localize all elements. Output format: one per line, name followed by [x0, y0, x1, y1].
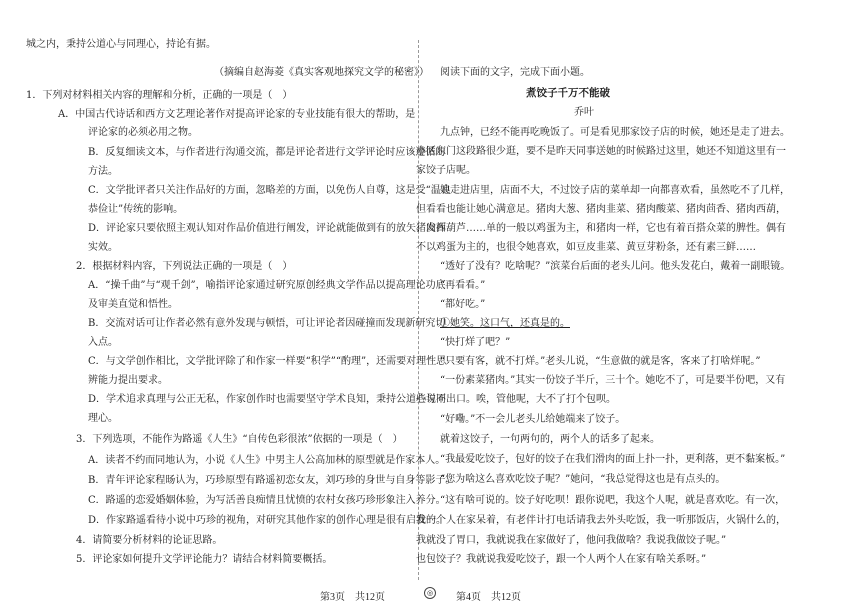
q2-option-c: C．与文学创作相比，文学批评除了和作家一样要“积学”“酌理”，还需要对理性思: [88, 356, 447, 367]
q3-option-c: C．路遥的恋爱婚姻体验，为写活善良痴情且忧愤的农村女孩巧珍形象注入养分。: [88, 495, 446, 506]
question-1: 1．下列对材料相关内容的理解和分析，正确的一项是（ ）: [26, 90, 293, 101]
q3-option-a: A．读者不约而同地认为，小说《人生》中男主人公高加林的原型就是作家本人。: [88, 455, 446, 466]
story-author: 乔叶: [574, 107, 594, 118]
paragraph-line: 家饺子店呢。: [416, 165, 476, 176]
question-4: 4．请简要分析材料的论证思路。: [76, 535, 223, 546]
question-5: 5．评论家如何提升文学评论能力？请结合材料简要概括。: [76, 554, 333, 565]
paragraph-line: 猪肉西葫芦……单的一般以鸡蛋为主，和猪肉一样，它也有着百搭众菜的脾性。偶有: [416, 223, 786, 234]
q1-option-b: B．反复细读文本，与作者进行沟通交流，都是评论者进行文学评论时应该遵循的: [88, 147, 446, 158]
binding-mark-icon: ◎: [424, 587, 436, 599]
question-2: 2．根据材料内容，下列说法正确的一项是（ ）: [76, 261, 293, 272]
dialogue-line: 也包饺子？我就说我爱吃饺子，跟一个人两个人在家有啥关系呀。”: [416, 554, 707, 565]
dialogue-line: 我一个人在家呆着，有老伴计打电话请我去外头吃饭，我一听那饭店，火锅什么的，: [416, 515, 786, 526]
paragraph-line: 她走进店里，店面不大，不过饺子店的菜单却一向都喜欢看，虽然吃不了几样，: [440, 185, 790, 196]
dialogue-line: 我就没了胃口，我就说我在家做好了，他问我做啥？我说我做饺子呢。”: [416, 535, 727, 546]
dialogue-line: “只要有客，就不打烊。”老头儿说，“生意做的就是客，客来了打啥烊呢。”: [440, 356, 761, 367]
q1-option-c: C．文学批评者只关注作品好的方面，忽略差的方面，以免伤人自尊，这是受“温良: [88, 185, 451, 196]
dialogue-line: “快打烊了吧？”: [440, 337, 511, 348]
page-number-left: 第3页 共12页: [320, 592, 385, 603]
q1-option-d-cont: 实效。: [88, 242, 118, 253]
reading-intro: 阅读下面的文字，完成下面小题。: [440, 67, 590, 78]
dialogue-line: “好嘞。”不一会儿老头儿给她端来了饺子。: [440, 414, 626, 425]
dialogue-line: “都好吃。”: [440, 299, 486, 310]
question-3: 3．下列选项，不能作为路遥《人生》“自传色彩很浓”依据的一项是（ ）: [76, 434, 403, 445]
text-line: 城之内，秉持公道心与同理心，持论有据。: [26, 39, 216, 50]
q1-option-c-cont: 恭俭让”传统的影响。: [88, 204, 184, 215]
paragraph-line: 不以鸡蛋为主的，也很令她喜欢，如豆皮韭菜、黄豆芽粉条，还有素三鲜……: [416, 242, 756, 253]
dialogue-line: “这有啥可说的。饺子好吃呗！跟你说吧，我这个人呢，就是喜欢吃。有一次，: [440, 495, 786, 506]
dialogue-line: “再看看。”: [440, 280, 486, 291]
dialogue-line: 就着这饺子，一句两句的，两个人的话多了起来。: [440, 434, 660, 445]
q2-option-d-cont: 理心。: [88, 413, 118, 424]
q2-option-b: B．交流对话可让作者必然有意外发现与顿悟，可让评论者因碰撞而发现新研究切: [88, 318, 446, 329]
right-page: [416, 0, 840, 607]
dialogue-line: 些说不出口。唉，管他呢，大不了打个包呗。: [416, 394, 616, 405]
paragraph-line: 九点钟，已经不能再吃晚饭了。可是看见那家饺子店的时候，她还是走了进去。: [440, 127, 790, 138]
q1-option-a: A．中国古代诗话和西方文艺理论著作对提高评论家的专业技能有很大的帮助，是: [58, 109, 416, 120]
dialogue-line: “透好了没有？吃啥呢？”滨菜台后面的老头儿问。他头发花白，戴着一副眼镜。: [440, 261, 791, 272]
q2-option-a: A．“操千曲”与“观千剑”，喻指评论家通过研究原创经典文学作品以提高理论功底: [88, 280, 446, 291]
q2-option-d: D．学术追求真理与公正无私，作家创作时也需要坚守学术良知，秉持公道心与同: [88, 394, 447, 405]
q3-option-d: D．作家路遥看待小说中巧珍的视角，对研究其他作家的创作心理是很有启发的。: [88, 515, 447, 526]
paragraph-line: 小区东门这段路很少逛，要不是昨天同事送她的时候路过这里，她还不知道这里有一: [416, 146, 786, 157]
dialogue-line: “您为啥这么喜欢吃饺子呢？”她问，“我总觉得这也是有点头的。: [440, 474, 726, 485]
source-citation: （摘编自赵海菱《真实客观地探究文学的秘密》）: [214, 67, 429, 78]
q1-option-b-cont: 方法。: [88, 166, 118, 177]
q3-option-b: B．青年评论家程旸认为，巧珍原型有路遥初恋女友，刘巧珍的身世与自身等影子。: [88, 475, 456, 486]
underlined-sentence: ①她笑。这口气，还真是的。: [440, 318, 570, 329]
dialogue-line: “我最爱吃饺子，包好的饺子在我们滑肉的面上扑一扑，更利落，更不黏案板。”: [440, 454, 786, 465]
paragraph-line: 但看看也能让她心满意足。猪肉大葱、猪肉韭菜、猪肉酸菜、猪肉茴香、猪肉西葫，: [416, 204, 786, 215]
q1-option-a-cont: 评论家的必须必用之物。: [88, 127, 198, 138]
q2-option-c-cont: 辨能力提出要求。: [88, 375, 168, 386]
q2-option-a-cont: 及审美直觉和悟性。: [88, 299, 178, 310]
q2-option-b-cont: 入点。: [88, 337, 118, 348]
story-title: 煮饺子千万不能破: [526, 87, 610, 99]
q1-option-d: D．评论家只要依照主观认知对作品价值进行阐发，评论就能做到有的放矢、发挥: [88, 223, 447, 234]
page-number-right: 第4页 共12页: [456, 592, 521, 603]
dialogue-line: “一份素菜猪肉。”其实一份饺子半斤，三十个。她吃不了，可是要半份吧，又有: [440, 375, 786, 386]
